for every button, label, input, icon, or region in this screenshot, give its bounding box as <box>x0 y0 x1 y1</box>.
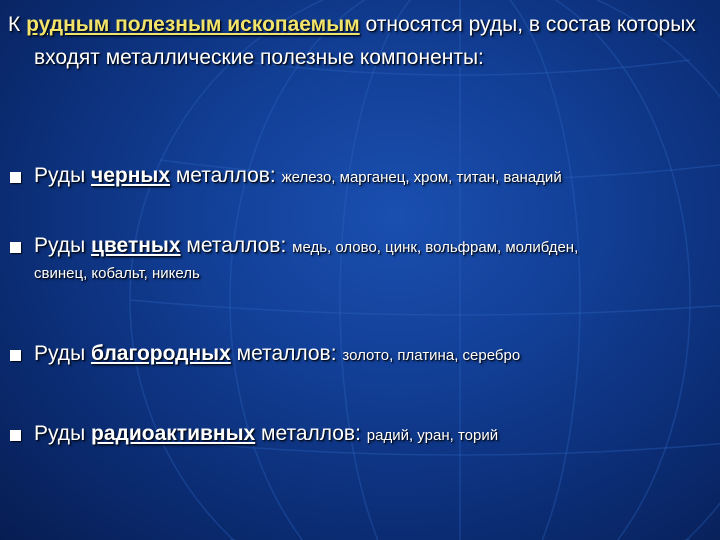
bullet-lead: Руды <box>34 342 86 365</box>
bullet-term: цветных <box>91 234 181 257</box>
bullet-tail: металлов: <box>175 164 276 187</box>
bullet-term: черных <box>91 164 171 187</box>
bullet-text <box>34 420 700 450</box>
bullet-tail: металлов: <box>261 422 361 445</box>
bullet-lead: Руды <box>34 422 86 445</box>
bullet-lead: Руды <box>34 164 86 187</box>
bullet-text <box>34 232 700 286</box>
bullet-item-ferrous <box>10 162 700 192</box>
intro-prefix: К <box>8 13 21 36</box>
bullet-examples: железо, марганец, хром, титан, ванадий <box>281 169 562 186</box>
bullet-item-nonferrous <box>10 232 700 286</box>
bullet-tail: металлов: <box>236 342 337 365</box>
bullet-lead: Руды <box>34 234 86 257</box>
intro-paragraph <box>8 8 720 74</box>
bullet-text <box>34 162 700 192</box>
square-bullet-icon <box>10 350 21 361</box>
bullet-term: радиоактивных <box>91 422 256 445</box>
bullet-item-radioactive <box>10 420 700 450</box>
bullet-examples: медь, олово, цинк, вольфрам, молибден, <box>292 239 579 256</box>
bullet-item-precious <box>10 340 700 370</box>
square-bullet-icon <box>10 430 21 441</box>
bullet-text <box>34 340 700 370</box>
bullet-examples-continued: свинец, кобальт, никель <box>34 265 200 282</box>
bullet-examples: радий, уран, торий <box>366 427 499 444</box>
intro-highlight-term: рудным полезным ископаемым <box>26 13 360 36</box>
bullet-tail: металлов: <box>186 234 287 257</box>
intro-rest: относятся руды, в состав которых входят металлические полезные компоненты: <box>34 13 696 69</box>
bullet-term: благородных <box>91 342 231 365</box>
square-bullet-icon <box>10 172 21 183</box>
square-bullet-icon <box>10 242 21 253</box>
bullet-examples: золото, платина, серебро <box>342 347 521 364</box>
